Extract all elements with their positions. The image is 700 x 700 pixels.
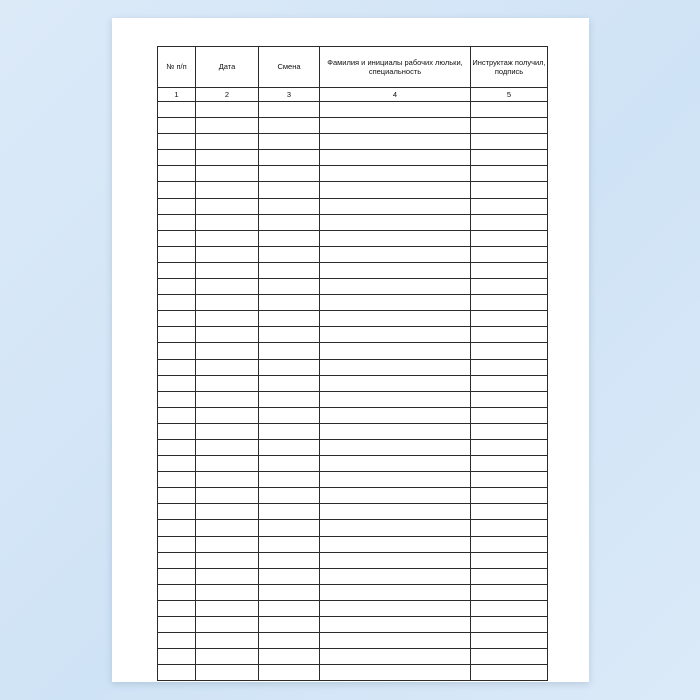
cell-shift[interactable] [259, 102, 320, 118]
cell-number[interactable] [158, 520, 196, 536]
cell-number[interactable] [158, 134, 196, 150]
cell-number[interactable] [158, 536, 196, 552]
cell-number[interactable] [158, 568, 196, 584]
column-number-3: 3 [259, 88, 320, 102]
table-row[interactable] [158, 279, 548, 295]
table-body [158, 102, 548, 681]
cell-worker-names[interactable] [320, 182, 471, 198]
cell-shift[interactable] [259, 439, 320, 455]
cell-signature[interactable] [471, 536, 548, 552]
cell-number[interactable] [158, 617, 196, 633]
cell-signature[interactable] [471, 600, 548, 616]
cell-number[interactable] [158, 102, 196, 118]
cell-shift[interactable] [259, 633, 320, 649]
cell-worker-names[interactable] [320, 246, 471, 262]
cell-date[interactable] [196, 504, 259, 520]
cell-number[interactable] [158, 649, 196, 665]
cell-date[interactable] [196, 327, 259, 343]
cell-date[interactable] [196, 375, 259, 391]
cell-number[interactable] [158, 423, 196, 439]
cell-date[interactable] [196, 472, 259, 488]
cell-worker-names[interactable] [320, 536, 471, 552]
table-row[interactable] [158, 295, 548, 311]
table-row[interactable] [158, 182, 548, 198]
cell-number[interactable] [158, 343, 196, 359]
cell-date[interactable] [196, 456, 259, 472]
cell-worker-names[interactable] [320, 665, 471, 681]
cell-date[interactable] [196, 166, 259, 182]
cell-shift[interactable] [259, 295, 320, 311]
cell-date[interactable] [196, 633, 259, 649]
cell-date[interactable] [196, 665, 259, 681]
table-row[interactable] [158, 150, 548, 166]
instruction-log-table [157, 46, 548, 681]
cell-worker-names[interactable] [320, 375, 471, 391]
cell-shift[interactable] [259, 649, 320, 665]
cell-worker-names[interactable] [320, 391, 471, 407]
cell-worker-names[interactable] [320, 488, 471, 504]
cell-number[interactable] [158, 665, 196, 681]
table-head [158, 47, 548, 102]
cell-number[interactable] [158, 118, 196, 134]
cell-number[interactable] [158, 552, 196, 568]
cell-number[interactable] [158, 600, 196, 616]
table-row[interactable] [158, 343, 548, 359]
cell-shift[interactable] [259, 520, 320, 536]
cell-worker-names[interactable] [320, 649, 471, 665]
table-row[interactable] [158, 617, 548, 633]
cell-date[interactable] [196, 343, 259, 359]
cell-shift[interactable] [259, 423, 320, 439]
cell-worker-names[interactable] [320, 214, 471, 230]
column-number-5: 5 [471, 88, 548, 102]
header-cell-date: Дата [196, 47, 259, 88]
cell-shift[interactable] [259, 214, 320, 230]
cell-number[interactable] [158, 150, 196, 166]
cell-signature[interactable] [471, 102, 548, 118]
cell-signature[interactable] [471, 584, 548, 600]
cell-date[interactable] [196, 649, 259, 665]
cell-shift[interactable] [259, 150, 320, 166]
cell-worker-names[interactable] [320, 423, 471, 439]
column-number-4: 4 [320, 88, 471, 102]
table-row[interactable] [158, 552, 548, 568]
cell-signature[interactable] [471, 262, 548, 278]
table-row[interactable] [158, 520, 548, 536]
cell-worker-names[interactable] [320, 166, 471, 182]
cell-date[interactable] [196, 359, 259, 375]
cell-date[interactable] [196, 520, 259, 536]
cell-signature[interactable] [471, 552, 548, 568]
cell-date[interactable] [196, 600, 259, 616]
cell-shift[interactable] [259, 118, 320, 134]
cell-worker-names[interactable] [320, 552, 471, 568]
cell-worker-names[interactable] [320, 311, 471, 327]
table-row[interactable] [158, 536, 548, 552]
cell-number[interactable] [158, 214, 196, 230]
table-row[interactable] [158, 214, 548, 230]
cell-signature[interactable] [471, 327, 548, 343]
cell-signature[interactable] [471, 456, 548, 472]
cell-date[interactable] [196, 536, 259, 552]
cell-signature[interactable] [471, 407, 548, 423]
cell-worker-names[interactable] [320, 472, 471, 488]
header-row [158, 47, 548, 88]
cell-number[interactable] [158, 391, 196, 407]
cell-shift[interactable] [259, 617, 320, 633]
cell-signature[interactable] [471, 391, 548, 407]
header-cell-signature: Инструктаж получил, подпись [471, 47, 548, 88]
cell-signature[interactable] [471, 230, 548, 246]
cell-signature[interactable] [471, 472, 548, 488]
cell-worker-names[interactable] [320, 407, 471, 423]
cell-date[interactable] [196, 118, 259, 134]
cell-worker-names[interactable] [320, 279, 471, 295]
table-row[interactable] [158, 568, 548, 584]
cell-signature[interactable] [471, 375, 548, 391]
cell-signature[interactable] [471, 182, 548, 198]
column-number-1: 1 [158, 88, 196, 102]
table-row[interactable] [158, 423, 548, 439]
cell-date[interactable] [196, 246, 259, 262]
table-row[interactable] [158, 439, 548, 455]
cell-signature[interactable] [471, 488, 548, 504]
cell-shift[interactable] [259, 552, 320, 568]
cell-signature[interactable] [471, 439, 548, 455]
cell-worker-names[interactable] [320, 327, 471, 343]
cell-worker-names[interactable] [320, 118, 471, 134]
cell-number[interactable] [158, 198, 196, 214]
cell-signature[interactable] [471, 279, 548, 295]
cell-signature[interactable] [471, 504, 548, 520]
cell-number[interactable] [158, 311, 196, 327]
table-row[interactable] [158, 230, 548, 246]
cell-number[interactable] [158, 182, 196, 198]
cell-signature[interactable] [471, 617, 548, 633]
cell-date[interactable] [196, 552, 259, 568]
cell-date[interactable] [196, 617, 259, 633]
cell-worker-names[interactable] [320, 150, 471, 166]
cell-signature[interactable] [471, 214, 548, 230]
cell-number[interactable] [158, 230, 196, 246]
table-row[interactable] [158, 166, 548, 182]
cell-date[interactable] [196, 134, 259, 150]
cell-worker-names[interactable] [320, 504, 471, 520]
cell-worker-names[interactable] [320, 262, 471, 278]
cell-date[interactable] [196, 262, 259, 278]
cell-shift[interactable] [259, 279, 320, 295]
cell-shift[interactable] [259, 407, 320, 423]
cell-number[interactable] [158, 633, 196, 649]
cell-date[interactable] [196, 279, 259, 295]
cell-shift[interactable] [259, 456, 320, 472]
cell-shift[interactable] [259, 182, 320, 198]
cell-shift[interactable] [259, 584, 320, 600]
cell-shift[interactable] [259, 343, 320, 359]
cell-number[interactable] [158, 488, 196, 504]
cell-worker-names[interactable] [320, 584, 471, 600]
cell-shift[interactable] [259, 246, 320, 262]
cell-shift[interactable] [259, 600, 320, 616]
cell-worker-names[interactable] [320, 633, 471, 649]
cell-shift[interactable] [259, 198, 320, 214]
table-row[interactable] [158, 633, 548, 649]
table-container [157, 46, 547, 681]
cell-shift[interactable] [259, 134, 320, 150]
cell-date[interactable] [196, 407, 259, 423]
cell-worker-names[interactable] [320, 456, 471, 472]
table-row[interactable] [158, 456, 548, 472]
header-cell-number: № п/п [158, 47, 196, 88]
cell-number[interactable] [158, 439, 196, 455]
table-row[interactable] [158, 118, 548, 134]
table-row[interactable] [158, 375, 548, 391]
cell-date[interactable] [196, 391, 259, 407]
cell-shift[interactable] [259, 262, 320, 278]
cell-signature[interactable] [471, 343, 548, 359]
cell-date[interactable] [196, 198, 259, 214]
cell-signature[interactable] [471, 134, 548, 150]
cell-shift[interactable] [259, 472, 320, 488]
cell-shift[interactable] [259, 504, 320, 520]
cell-number[interactable] [158, 375, 196, 391]
table-row[interactable] [158, 327, 548, 343]
cell-shift[interactable] [259, 359, 320, 375]
table-row[interactable] [158, 504, 548, 520]
cell-shift[interactable] [259, 665, 320, 681]
cell-worker-names[interactable] [320, 520, 471, 536]
cell-shift[interactable] [259, 536, 320, 552]
table-row[interactable] [158, 472, 548, 488]
cell-signature[interactable] [471, 246, 548, 262]
cell-date[interactable] [196, 150, 259, 166]
cell-worker-names[interactable] [320, 600, 471, 616]
cell-number[interactable] [158, 456, 196, 472]
cell-shift[interactable] [259, 166, 320, 182]
table-row[interactable] [158, 262, 548, 278]
cell-shift[interactable] [259, 230, 320, 246]
cell-number[interactable] [158, 504, 196, 520]
cell-date[interactable] [196, 584, 259, 600]
table-row[interactable] [158, 584, 548, 600]
table-row[interactable] [158, 134, 548, 150]
cell-number[interactable] [158, 246, 196, 262]
header-cell-shift: Смена [259, 47, 320, 88]
cell-date[interactable] [196, 295, 259, 311]
paper-sheet [112, 18, 589, 682]
table-row[interactable] [158, 649, 548, 665]
cell-date[interactable] [196, 439, 259, 455]
cell-shift[interactable] [259, 568, 320, 584]
cell-number[interactable] [158, 279, 196, 295]
cell-signature[interactable] [471, 198, 548, 214]
cell-signature[interactable] [471, 359, 548, 375]
cell-signature[interactable] [471, 311, 548, 327]
cell-worker-names[interactable] [320, 102, 471, 118]
table-row[interactable] [158, 311, 548, 327]
cell-date[interactable] [196, 182, 259, 198]
cell-date[interactable] [196, 230, 259, 246]
cell-signature[interactable] [471, 423, 548, 439]
cell-shift[interactable] [259, 391, 320, 407]
cell-shift[interactable] [259, 375, 320, 391]
column-number-2: 2 [196, 88, 259, 102]
cell-worker-names[interactable] [320, 295, 471, 311]
cell-number[interactable] [158, 584, 196, 600]
cell-worker-names[interactable] [320, 617, 471, 633]
table-row[interactable] [158, 359, 548, 375]
cell-date[interactable] [196, 423, 259, 439]
cell-number[interactable] [158, 262, 196, 278]
table-row[interactable] [158, 198, 548, 214]
cell-number[interactable] [158, 359, 196, 375]
table-row[interactable] [158, 488, 548, 504]
cell-date[interactable] [196, 488, 259, 504]
cell-signature[interactable] [471, 150, 548, 166]
table-row[interactable] [158, 600, 548, 616]
table-row[interactable] [158, 102, 548, 118]
cell-worker-names[interactable] [320, 343, 471, 359]
table-row[interactable] [158, 665, 548, 681]
cell-worker-names[interactable] [320, 439, 471, 455]
cell-date[interactable] [196, 102, 259, 118]
cell-number[interactable] [158, 407, 196, 423]
cell-signature[interactable] [471, 520, 548, 536]
cell-worker-names[interactable] [320, 568, 471, 584]
cell-worker-names[interactable] [320, 359, 471, 375]
cell-date[interactable] [196, 311, 259, 327]
cell-signature[interactable] [471, 118, 548, 134]
cell-worker-names[interactable] [320, 230, 471, 246]
cell-signature[interactable] [471, 665, 548, 681]
cell-number[interactable] [158, 166, 196, 182]
column-number-row [158, 88, 548, 102]
table-row[interactable] [158, 407, 548, 423]
cell-shift[interactable] [259, 327, 320, 343]
header-cell-worker-names: Фамилия и инициалы рабочих люльки, специальность [320, 47, 471, 88]
cell-signature[interactable] [471, 568, 548, 584]
cell-number[interactable] [158, 472, 196, 488]
table-row[interactable] [158, 391, 548, 407]
cell-worker-names[interactable] [320, 134, 471, 150]
cell-date[interactable] [196, 568, 259, 584]
cell-shift[interactable] [259, 488, 320, 504]
cell-signature[interactable] [471, 633, 548, 649]
cell-signature[interactable] [471, 649, 548, 665]
cell-number[interactable] [158, 295, 196, 311]
cell-signature[interactable] [471, 295, 548, 311]
cell-number[interactable] [158, 327, 196, 343]
table-row[interactable] [158, 246, 548, 262]
cell-worker-names[interactable] [320, 198, 471, 214]
cell-signature[interactable] [471, 166, 548, 182]
cell-shift[interactable] [259, 311, 320, 327]
cell-date[interactable] [196, 214, 259, 230]
